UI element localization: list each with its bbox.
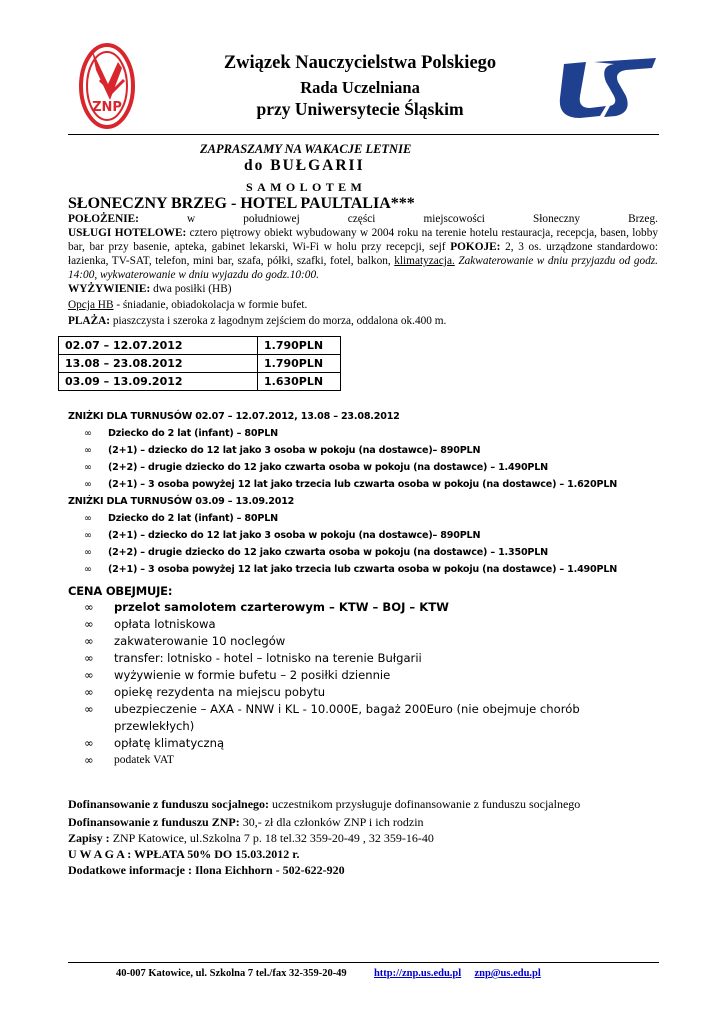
discount-list [68, 510, 668, 578]
infinity-bullet-icon: ∞ [84, 753, 94, 767]
infinity-bullet-icon: ∞ [84, 462, 92, 473]
list-item: ∞ ubezpieczenie – AXA - NNW i KL - 10.000E, bagaż 200Euro (nie obejmuje chorób przewlekłych) [84, 702, 580, 733]
list-item: ∞ wyżywienie w formie bufetu – 2 posiłki dziennie [84, 668, 391, 682]
infinity-bullet-icon: ∞ [84, 564, 92, 575]
infinity-bullet-icon: ∞ [84, 600, 94, 614]
offer-invite: ZAPRASZAMY NA WAKACJE LETNIE [200, 142, 412, 156]
list-item: ∞ Dziecko do 2 lat (infant) – 80PLN [68, 510, 668, 527]
term-price: 1.790PLN [258, 355, 341, 373]
header-subtitle-2: przy Uniwersytecie Śląskim [256, 99, 464, 119]
registration-info: Zapisy : ZNP Katowice, ul.Szkolna 7 p. 18 tel.32 359-20-49 , 32 359-16-40 [68, 831, 434, 845]
list-item: ∞ opłatę klimatyczną [84, 736, 225, 750]
header-divider [68, 134, 659, 135]
infinity-bullet-icon: ∞ [84, 617, 94, 631]
table-row [59, 373, 341, 391]
infinity-bullet-icon: ∞ [84, 445, 92, 456]
infinity-bullet-icon: ∞ [84, 634, 94, 648]
price-table [58, 336, 341, 391]
infinity-bullet-icon: ∞ [84, 479, 92, 490]
infinity-bullet-icon: ∞ [84, 530, 92, 541]
offer-transport: SAMOLOTEM [246, 180, 367, 194]
infinity-bullet-icon: ∞ [84, 685, 94, 699]
term-dates: 03.09 – 13.09.2012 [59, 373, 258, 391]
infinity-bullet-icon: ∞ [84, 428, 92, 439]
discounts-section [68, 408, 668, 578]
list-item: ∞ transfer: lotnisko - hotel – lotnisko na terenie Bułgarii [84, 651, 422, 665]
university-logo-text: US [607, 96, 609, 97]
meals-label: WYŻYWIENIE: [68, 283, 151, 295]
term-price: 1.790PLN [258, 337, 341, 355]
funding-znp: Dofinansowanie z funduszu ZNP: 30,- zł dla członków ZNP i ich rodzin [68, 815, 424, 829]
znp-logo-text: ZNP [92, 100, 122, 115]
payment-warning: U W A G A : WPŁATA 50% DO 15.03.2012 r. [68, 847, 300, 861]
list-item: ∞ (2+2) – drugie dziecko do 12 jako czwarta osoba w pokoju (na dostawce) – 1.350PLN [68, 544, 668, 561]
list-item: ∞ Dziecko do 2 lat (infant) – 80PLN [68, 425, 668, 442]
price-includes-section [68, 583, 588, 769]
infinity-bullet-icon: ∞ [84, 651, 94, 665]
website-link[interactable]: http://znp.us.edu.pl [373, 968, 462, 979]
offer-destination: do BUŁGARII [244, 157, 365, 174]
email-link[interactable]: znp@us.edu.pl [474, 968, 541, 979]
header-title: Związek Nauczycielstwa Polskiego [223, 53, 497, 73]
contact-info: Dodatkowe informacje : Ilona Eichhorn - 502-622-920 [68, 863, 345, 877]
funding-section [68, 797, 668, 877]
term-price: 1.630PLN [258, 373, 341, 391]
hotel-title: SŁONECZNY BRZEG - HOTEL PAULTALIA*** [68, 195, 415, 212]
table-row [59, 337, 341, 355]
option-line: Opcja HB - śniadanie, obiadokolacja w formie bufet. [68, 299, 308, 311]
services-text: USŁUGI HOTELOWE: cztero piętrowy obiekt wybudowany w 2004 roku na terenie hotelu restauracja, recepcja, basen, lobby bar, bar przy basenie, apteka, gabinet lekarski, Wi-Fi w holu przy recepcji, sejf POKOJE: 2, 3 os. urządzone standardowo: łazienka, TV-SAT, telefon, mini bar, szafa, półki, szafki, fotel, balkon, klimatyzacja. Zakwaterowanie w dniu przyjazdu od godz. 14:00, wykwaterowanie w dniu wyjazdu do godz.10:00. [68, 227, 659, 281]
price-includes-heading: CENA OBEJMUJE: [68, 584, 173, 598]
list-item: ∞ opłata lotniskowa [84, 617, 216, 631]
checkin-info: Zakwaterowanie w dniu przyjazdu od godz. 14:00, wykwaterowanie w dniu wyjazdu do godz.10:00. [68, 255, 658, 281]
footer-divider [68, 962, 659, 963]
table-row [59, 355, 341, 373]
infinity-bullet-icon: ∞ [84, 547, 92, 558]
footer-address: 40-007 Katowice, ul. Szkolna 7 tel./fax 32-359-20-49 [116, 968, 347, 979]
rooms-label: POKOJE: [450, 241, 501, 253]
list-item: ∞ opiekę rezydenta na miejscu pobytu [84, 685, 326, 699]
price-includes-list [68, 599, 588, 769]
header-subtitle: Rada Uczelniana [300, 78, 420, 97]
list-item: ∞ zakwaterowanie 10 noclegów [84, 634, 286, 648]
hotel-description [68, 212, 658, 328]
list-item: ∞ (2+1) – 3 osoba powyżej 12 lat jako trzecia lub czwarta osoba w pokoju (na dostawce) – 1.490PLN [68, 561, 668, 578]
list-item: ∞ (2+1) – dziecko do 12 lat jako 3 osoba w pokoju (na dostawce)– 890PLN [68, 442, 668, 459]
infinity-bullet-icon: ∞ [84, 702, 94, 716]
infinity-bullet-icon: ∞ [84, 736, 94, 750]
term-dates: 02.07 – 12.07.2012 [59, 337, 258, 355]
list-item: ∞ przelot samolotem czarterowym – KTW – BOJ – KTW [84, 600, 449, 614]
meals-line: WYŻYWIENIE: dwa posiłki (HB) [68, 283, 232, 295]
location-label: POŁOŻENIE: [68, 213, 139, 225]
location-line: POŁOŻENIE: w południowej części miejscowości Słoneczny Brzeg. [68, 213, 658, 225]
term-dates: 13.08 – 23.08.2012 [59, 355, 258, 373]
list-item: ∞ (2+1) – 3 osoba powyżej 12 lat jako trzecia lub czwarta osoba w pokoju (na dostawce) – 1.620PLN [68, 476, 668, 493]
discount-heading: ZNIŻKI DLA TURNUSÓW 02.07 – 12.07.2012, 13.08 – 23.08.2012 [68, 411, 400, 422]
discount-list [68, 425, 668, 493]
znp-logo [78, 40, 136, 130]
services-label: USŁUGI HOTELOWE: [68, 227, 187, 239]
footer [116, 968, 541, 979]
infinity-bullet-icon: ∞ [84, 668, 94, 682]
list-item: ∞ (2+2) – drugie dziecko do 12 jako czwarta osoba w pokoju (na dostawce) – 1.490PLN [68, 459, 668, 476]
list-item: ∞ (2+1) – dziecko do 12 lat jako 3 osoba w pokoju (na dostawce)– 890PLN [68, 527, 668, 544]
option-label: Opcja HB [68, 299, 114, 311]
infinity-bullet-icon: ∞ [84, 513, 92, 524]
discount-heading: ZNIŻKI DLA TURNUSÓW 03.09 – 13.09.2012 [68, 496, 295, 507]
rooms-aircon: klimatyzacja. [394, 255, 455, 267]
list-item: ∞ podatek VAT [84, 753, 174, 767]
beach-line: PLAŻA: piaszczysta i szeroka z łagodnym zejściem do morza, oddalona ok.400 m. [68, 315, 447, 327]
funding-social: Dofinansowanie z funduszu socjalnego: uczestnikom przysługuje dofinansowanie z funduszu socjalnego [68, 797, 581, 811]
beach-label: PLAŻA: [68, 315, 111, 327]
